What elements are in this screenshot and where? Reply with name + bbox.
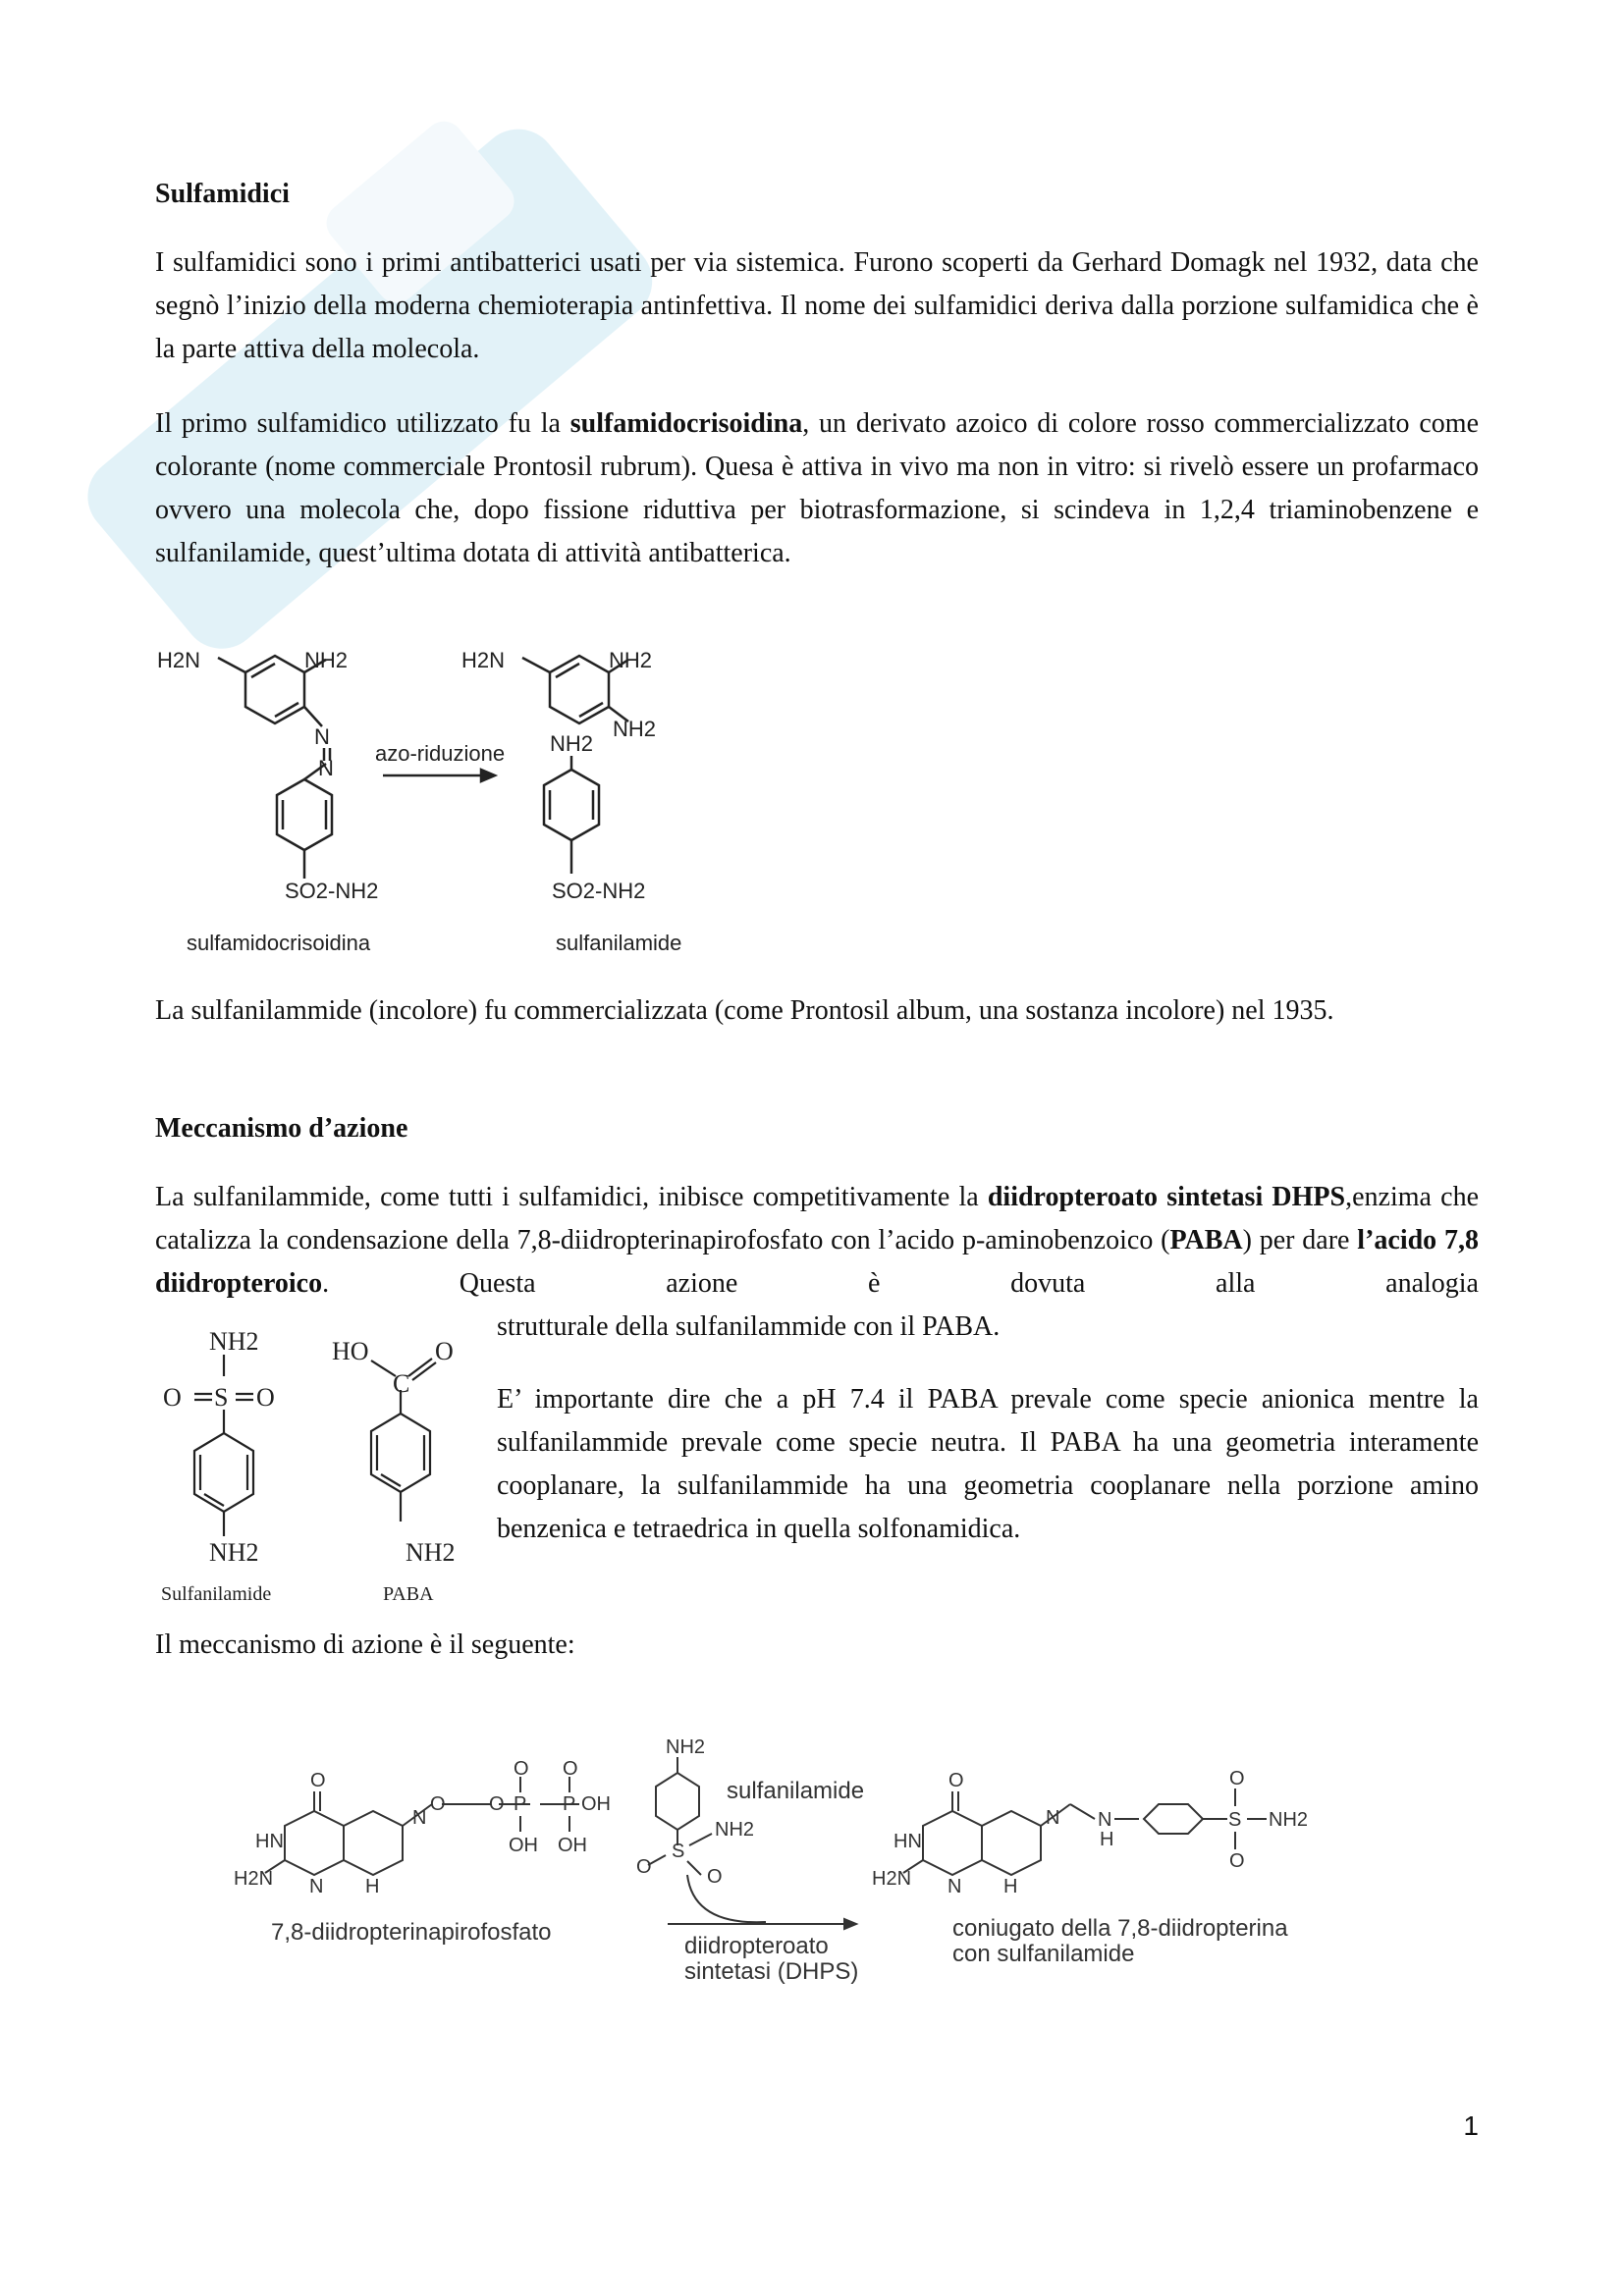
n-label: N — [1046, 1807, 1060, 1829]
mechanism-figure — [177, 1718, 1355, 2091]
nh2-label: NH2 — [209, 1327, 259, 1356]
n-label: N — [314, 724, 330, 749]
o-label: O — [489, 1793, 505, 1815]
hn-label: HN — [893, 1831, 922, 1852]
h-label: H — [1003, 1876, 1018, 1897]
label-paba: PABA — [383, 1583, 434, 1605]
o-label: O — [310, 1770, 326, 1791]
o-label: O — [435, 1337, 454, 1365]
nh2-label: NH2 — [715, 1819, 755, 1841]
o-label: O — [1229, 1850, 1245, 1872]
label-enzyme-1: diidropteroato — [684, 1933, 829, 1959]
s-label: S — [214, 1383, 229, 1412]
paragraph-dhps: La sulfanilammide, come tutti i sulfamidici, inibisce competitivamente la diidropteroato sintetasi DHPS,enzima che catalizza la condensazione della 7,8-diidropterinapirofosfato con l’acido p-aminobenzoico (PABA) per dare l’acido 7,8 diidropteroico. Questa azione è dovuta alla analogia — [155, 1182, 1479, 1299]
p-label: P — [563, 1793, 576, 1815]
o-label: O — [636, 1856, 652, 1878]
ho-label: HO — [332, 1337, 369, 1365]
n-label: N — [412, 1807, 427, 1829]
o-label: O — [948, 1770, 964, 1791]
o-label: O — [163, 1383, 182, 1412]
paragraph-dhps-continued: strutturale della sulfanilammide con il PABA. — [497, 1311, 1001, 1342]
paragraph-mechanism-intro: Il meccanismo di azione è il seguente: — [155, 1629, 575, 1660]
paragraph-ph: E’ importante dire che a pH 7.4 il PABA prevale come specie anionica mentre la sulfanilammide prevale come specie neutra. Il PABA ha una geometria interamente cooplanare, la sulfanilammide ha una geometria cooplanare nella porzione amino benzenica e tetraedrica in quella solfonamidica. — [497, 1384, 1479, 1544]
o-label: O — [1229, 1768, 1245, 1789]
oh-label: OH — [509, 1835, 538, 1856]
azo-reduction-figure — [157, 638, 746, 962]
o-label: O — [256, 1383, 275, 1412]
nh2-label: NH2 — [666, 1736, 706, 1758]
sulfanilamide-paba-figure — [155, 1315, 489, 1620]
label-enzyme-2: sintetasi (DHPS) — [684, 1958, 859, 1985]
paragraph-prontosil: Il primo sulfamidico utilizzato fu la sulfamidocrisoidina, un derivato azoico di colore rosso commercializzato come colorante (nome commerciale Prontosil rubrum). Quesa è attiva in vivo ma non in vitro: si rivelò essere un profarmaco ovvero una molecola che, dopo fissione riduttiva per biotrasformazione, si scindeva in 1,2,4 triaminobenzene e sulfanilamide, quest’ultima dotata di attività antibatterica. — [155, 408, 1479, 568]
o-label: O — [563, 1758, 578, 1780]
n-label: N — [947, 1876, 962, 1897]
oh-label: OH — [558, 1835, 587, 1856]
h-label: H — [1100, 1829, 1114, 1850]
paragraph-prontosil-album: La sulfanilammide (incolore) fu commercializzata (come Prontosil album, una sostanza incolore) nel 1935. — [155, 995, 1334, 1026]
nh2-label: NH2 — [609, 648, 653, 672]
paragraph-intro: I sulfamidici sono i primi antibatterici usati per via sistemica. Furono scoperti da Gerhard Domagk nel 1932, data che segnò l’inizio della moderna chemioterapia antinfettiva. Il nome dei sulfamidici deriva dalla porzione sulfamidica che è la parte attiva della molecola. — [155, 247, 1479, 364]
page-number: 1 — [1463, 2110, 1479, 2141]
s-label: S — [672, 1841, 685, 1862]
label-product-2: con sulfanilamide — [952, 1941, 1135, 1967]
o-label: O — [430, 1793, 446, 1815]
h2n-label: H2N — [234, 1868, 274, 1890]
s-label: S — [1228, 1809, 1242, 1831]
page-title: Sulfamidici — [155, 179, 290, 209]
arrow-label: azo-riduzione — [375, 741, 506, 766]
label-reactant: 7,8-diidropterinapirofosfato — [271, 1919, 552, 1946]
o-label: O — [707, 1866, 723, 1888]
h2n-label: H2N — [872, 1868, 912, 1890]
h2n-label: H2N — [157, 648, 201, 672]
label-sulfanilamide: sulfanilamide — [556, 931, 682, 955]
p-label: P — [514, 1793, 527, 1815]
nh2-label: NH2 — [304, 648, 349, 672]
label-sulfanilamide: Sulfanilamide — [161, 1583, 272, 1605]
n-label: N — [309, 1876, 324, 1897]
nh2-label: NH2 — [406, 1538, 456, 1567]
oh-label: OH — [581, 1793, 611, 1815]
n-label: N — [1098, 1809, 1112, 1831]
o-label: O — [514, 1758, 529, 1780]
nh2-label: NH2 — [613, 717, 657, 741]
nh2-label: NH2 — [209, 1538, 259, 1567]
h2n-label: H2N — [461, 648, 506, 672]
h-label: H — [365, 1876, 380, 1897]
so2nh2-label: SO2-NH2 — [285, 879, 379, 903]
c-label: C — [393, 1369, 410, 1398]
label-sulfanilamide: sulfanilamide — [727, 1778, 865, 1804]
n-label: N — [318, 756, 334, 780]
label-product-1: coniugato della 7,8-diidropterina — [952, 1915, 1288, 1942]
hn-label: HN — [255, 1831, 284, 1852]
nh2-label: NH2 — [1269, 1809, 1309, 1831]
nh2-label: NH2 — [550, 731, 594, 756]
label-sulfamidocrisoidina: sulfamidocrisoidina — [187, 931, 371, 955]
heading-mechanism: Meccanismo d’azione — [155, 1113, 408, 1144]
so2nh2-label: SO2-NH2 — [552, 879, 646, 903]
